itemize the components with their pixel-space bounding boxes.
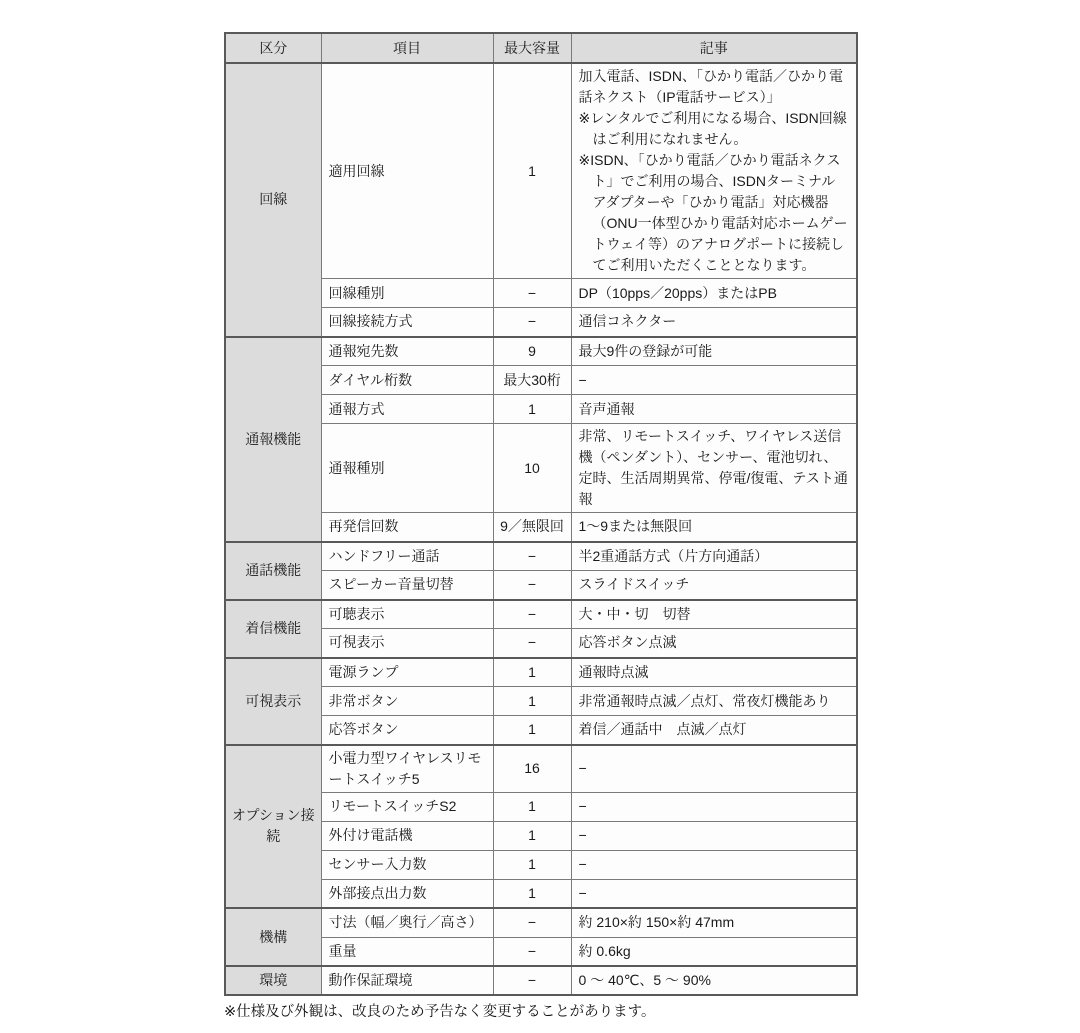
note-cell: − xyxy=(571,850,857,879)
item-cell: 外部接点出力数 xyxy=(321,879,493,908)
item-cell: 外付け電話機 xyxy=(321,821,493,850)
note-cell: 約 0.6kg xyxy=(571,937,857,966)
category-cell: 環境 xyxy=(225,966,321,995)
category-cell: オプション接続 xyxy=(225,745,321,909)
item-cell: 寸法（幅／奥行／高さ） xyxy=(321,908,493,937)
note-cell: − xyxy=(571,366,857,395)
capacity-cell: − xyxy=(493,629,571,658)
table-row xyxy=(225,63,857,279)
category-cell: 通報機能 xyxy=(225,337,321,542)
item-cell: 重量 xyxy=(321,937,493,966)
item-cell: 通報宛先数 xyxy=(321,337,493,366)
capacity-cell: 1 xyxy=(493,687,571,716)
note-cell: − xyxy=(571,792,857,821)
capacity-cell: 9／無限回 xyxy=(493,513,571,542)
note-cell: 非常、リモートスイッチ、ワイヤレス送信機（ペンダント）、センサー、電池切れ、定時、生活周期異常、停電/復電、テスト通報 xyxy=(571,424,857,513)
category-cell: 可視表示 xyxy=(225,658,321,745)
column-header: 記事 xyxy=(571,33,857,63)
capacity-cell: − xyxy=(493,279,571,308)
note-cell: − xyxy=(571,879,857,908)
note-line: ※ISDN、「ひかり電話／ひかり電話ネクスト」でご利用の場合、ISDNターミナルアダプターや「ひかり電話」対応機器（ONU一体型ひかり電話対応ホームゲートウェイ等）のアナログポートに接続してご利用いただくこととなります。 xyxy=(578,152,848,273)
item-cell: ダイヤル桁数 xyxy=(321,366,493,395)
note-line: ※レンタルでご利用になる場合、ISDN回線はご利用になれません。 xyxy=(578,110,847,147)
column-header: 区分 xyxy=(225,33,321,63)
spec-table-body xyxy=(225,63,857,995)
note-cell: 1～9または無限回 xyxy=(571,513,857,542)
item-cell: ハンドフリー通話 xyxy=(321,542,493,571)
column-header: 最大容量 xyxy=(493,33,571,63)
capacity-cell: 1 xyxy=(493,850,571,879)
item-cell: 回線接続方式 xyxy=(321,308,493,337)
category-cell: 機構 xyxy=(225,908,321,966)
note-cell: 約 210×約 150×約 47mm xyxy=(571,908,857,937)
note-cell: 通信コネクター xyxy=(571,308,857,337)
item-cell: 可視表示 xyxy=(321,629,493,658)
capacity-cell: 最大30桁 xyxy=(493,366,571,395)
item-cell: スピーカー音量切替 xyxy=(321,571,493,600)
note-cell: 最大9件の登録が可能 xyxy=(571,337,857,366)
item-cell: 通報方式 xyxy=(321,395,493,424)
item-cell: 可聴表示 xyxy=(321,600,493,629)
capacity-cell: 9 xyxy=(493,337,571,366)
category-cell: 回線 xyxy=(225,63,321,337)
capacity-cell: − xyxy=(493,600,571,629)
item-cell: 適用回線 xyxy=(321,63,493,279)
item-cell: リモートスイッチS2 xyxy=(321,792,493,821)
capacity-cell: − xyxy=(493,542,571,571)
capacity-cell: 1 xyxy=(493,879,571,908)
table-row xyxy=(225,908,857,937)
capacity-cell: 1 xyxy=(493,716,571,745)
header-row xyxy=(225,33,857,63)
table-row xyxy=(225,745,857,793)
item-cell: 小電力型ワイヤレスリモートスイッチ5 xyxy=(321,745,493,793)
note-cell: 0 ～ 40℃、5 ～ 90% xyxy=(571,966,857,995)
note-cell: − xyxy=(571,821,857,850)
spec-table-header xyxy=(225,33,857,63)
note-cell: 音声通報 xyxy=(571,395,857,424)
item-cell: 電源ランプ xyxy=(321,658,493,687)
footnote: ※仕様及び外観は、改良のため予告なく変更することがあります。 xyxy=(224,1004,656,1020)
note-cell: 応答ボタン点滅 xyxy=(571,629,857,658)
table-row xyxy=(225,542,857,571)
category-cell: 通話機能 xyxy=(225,542,321,600)
note-cell xyxy=(571,63,857,279)
category-cell: 着信機能 xyxy=(225,600,321,658)
item-cell: 再発信回数 xyxy=(321,513,493,542)
note-cell: 通報時点滅 xyxy=(571,658,857,687)
note-cell: 着信／通話中 点滅／点灯 xyxy=(571,716,857,745)
item-cell: 応答ボタン xyxy=(321,716,493,745)
note-cell: DP（10pps／20pps）またはPB xyxy=(571,279,857,308)
item-cell: 回線種別 xyxy=(321,279,493,308)
table-row xyxy=(225,600,857,629)
capacity-cell: − xyxy=(493,966,571,995)
capacity-cell: − xyxy=(493,308,571,337)
note-cell: スライドスイッチ xyxy=(571,571,857,600)
note-cell: 半2重通話方式（片方向通話） xyxy=(571,542,857,571)
capacity-cell: 1 xyxy=(493,821,571,850)
capacity-cell: 1 xyxy=(493,792,571,821)
capacity-cell: 10 xyxy=(493,424,571,513)
column-header: 項目 xyxy=(321,33,493,63)
table-row xyxy=(225,966,857,995)
item-cell: 通報種別 xyxy=(321,424,493,513)
capacity-cell: 1 xyxy=(493,63,571,279)
item-cell: 非常ボタン xyxy=(321,687,493,716)
note-cell: − xyxy=(571,745,857,793)
table-row xyxy=(225,337,857,366)
note-cell: 大・中・切 切替 xyxy=(571,600,857,629)
capacity-cell: − xyxy=(493,571,571,600)
note-cell: 非常通報時点滅／点灯、常夜灯機能あり xyxy=(571,687,857,716)
note-line: 加入電話、ISDN、「ひかり電話／ひかり電話ネクスト（IP電話サービス）」 xyxy=(578,68,843,105)
item-cell: 動作保証環境 xyxy=(321,966,493,995)
capacity-cell: 16 xyxy=(493,745,571,793)
table-row xyxy=(225,658,857,687)
spec-table xyxy=(224,32,858,996)
capacity-cell: 1 xyxy=(493,658,571,687)
capacity-cell: − xyxy=(493,937,571,966)
capacity-cell: − xyxy=(493,908,571,937)
item-cell: センサー入力数 xyxy=(321,850,493,879)
capacity-cell: 1 xyxy=(493,395,571,424)
